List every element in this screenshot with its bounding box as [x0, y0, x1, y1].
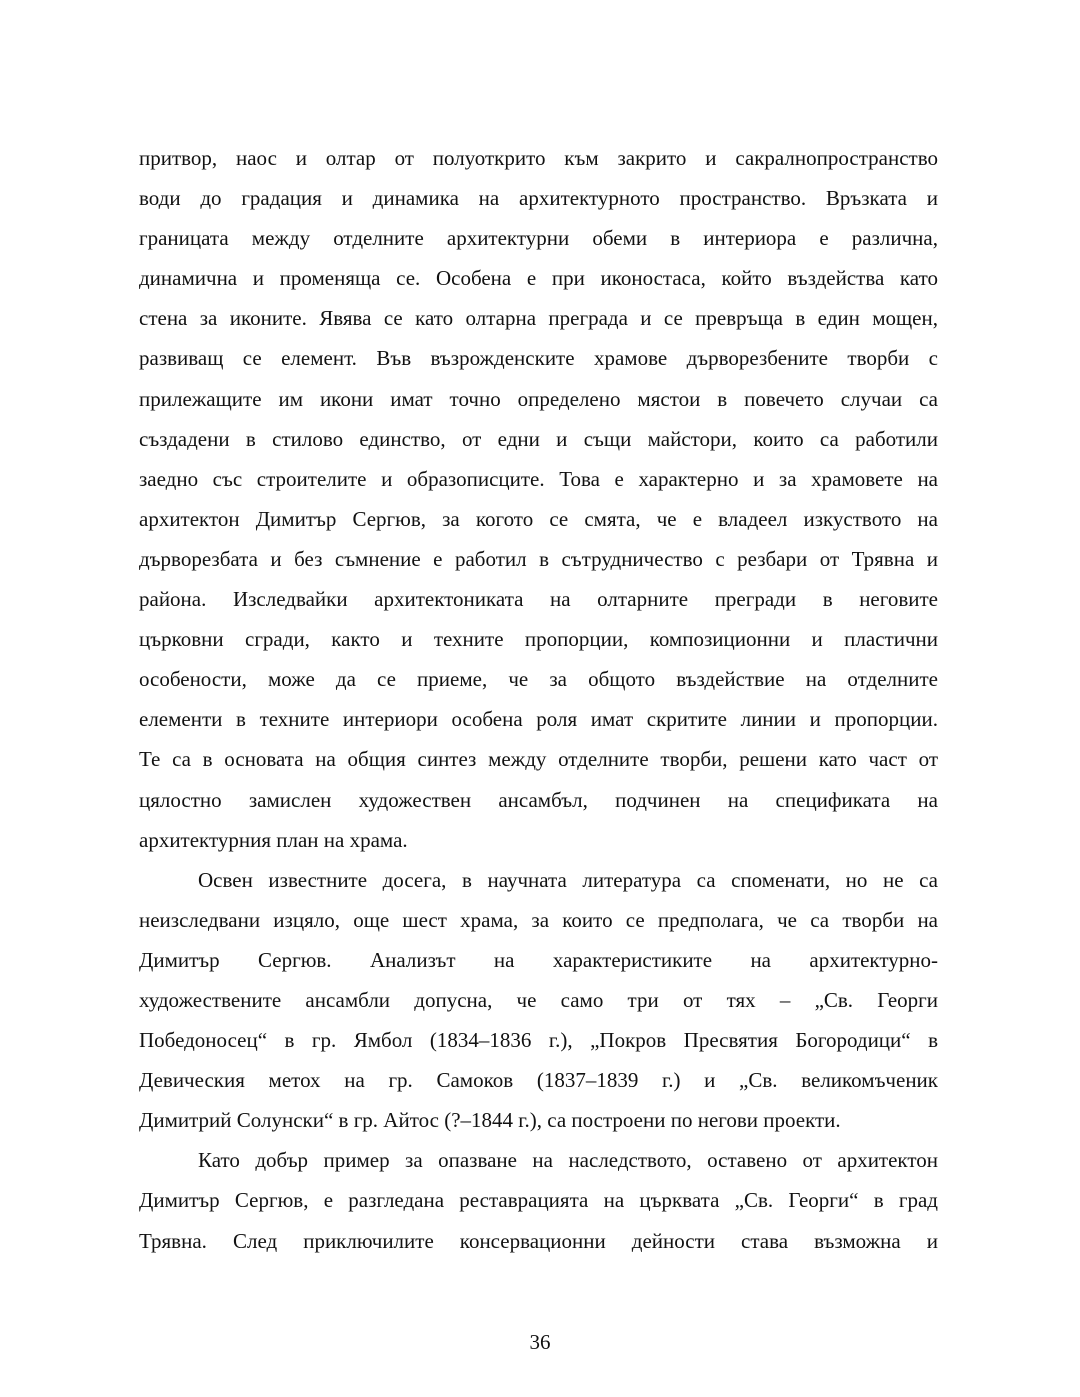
text-line: Девическия метох на гр. Самоков (1837–1839 г.) и „Св. великомъченик	[139, 1068, 938, 1093]
text-line: района. Изследвайки архитектониката на олтарните прегради в неговите	[139, 587, 938, 612]
text-line: църковни сгради, както и техните пропорции, композиционни и пластични	[139, 627, 938, 652]
text-line: Димитър Сергюв. Анализът на характеристиките на архитектурно-	[139, 947, 938, 972]
text-line: Те са в основата на общия синтез между отделните творби, решени като част от	[139, 747, 938, 772]
text-line: особености, може да се приеме, че за общото въздействие на отделните	[139, 667, 938, 692]
text-line: Димитрий Солунски“ в гр. Айтос (?–1844 г.), са построени по негови проекти.	[139, 1108, 841, 1133]
text-line: развиващ се елемент. Във възрожденските храмове дърворезбените творби с	[139, 346, 938, 371]
text-line: Победоносец“ в гр. Ямбол (1834–1836 г.), „Покров Пресвятия Богородици“ в	[139, 1028, 938, 1053]
text-line: художествените ансамбли допусна, че само три от тях – „Св. Георги	[139, 987, 938, 1012]
text-line: заедно със строителите и образописците. Това е характерно и за храмовете на	[139, 466, 938, 491]
text-line: архитектурния план на храма.	[139, 827, 408, 852]
text-line: дърворезбата и без съмнение е работил в сътрудничество с резбари от Трявна и	[139, 546, 938, 571]
text-line: динамична и променяща се. Особена е при иконостаса, който въздейства като	[139, 266, 938, 291]
text-line: Освен известните досега, в научната литература са споменати, но не са	[198, 867, 938, 892]
text-line: Като добър пример за опазване на наследството, оставено от архитектон	[198, 1148, 938, 1173]
text-line: създадени в стилово единство, от едни и същи майстори, които са работили	[139, 426, 938, 451]
body-text	[139, 138, 938, 1261]
text-line: неизследвани изцяло, още шест храма, за които се предполага, че са творби на	[139, 907, 938, 932]
page-number: 36	[529, 1330, 551, 1354]
text-line: архитектон Димитър Сергюв, за когото се смята, че е владеел изкуството на	[139, 506, 938, 531]
paragraph-2	[139, 860, 938, 1141]
text-line: притвор, наос и олтар от полуоткрито към закрито и сакралнопространство	[139, 146, 938, 170]
text-line: елементи в техните интериори особена роля имат скритите линии и пропорции.	[139, 707, 938, 732]
text-line: Димитър Сергюв, е разгледана реставрацията на църквата „Св. Георги“ в град	[139, 1188, 938, 1213]
text-line: Трявна. След приключилите консервационни дейности става възможна и	[139, 1228, 938, 1253]
paragraph-3	[139, 1140, 938, 1260]
paragraph-1	[139, 138, 938, 860]
text-line: прилежащите им икони имат точно определено мястои в повечето случаи са	[139, 386, 938, 411]
text-line: води до градация и динамика на архитектурното пространство. Връзката и	[139, 186, 938, 211]
text-line: цялостно замислен художествен ансамбъл, подчинен на спецификата на	[139, 787, 938, 812]
text-line: стена за иконите. Явява се като олтарна преграда и се превръща в един мощен,	[139, 306, 938, 331]
text-line: границата между отделните архитектурни обеми в интериора е различна,	[139, 226, 938, 251]
